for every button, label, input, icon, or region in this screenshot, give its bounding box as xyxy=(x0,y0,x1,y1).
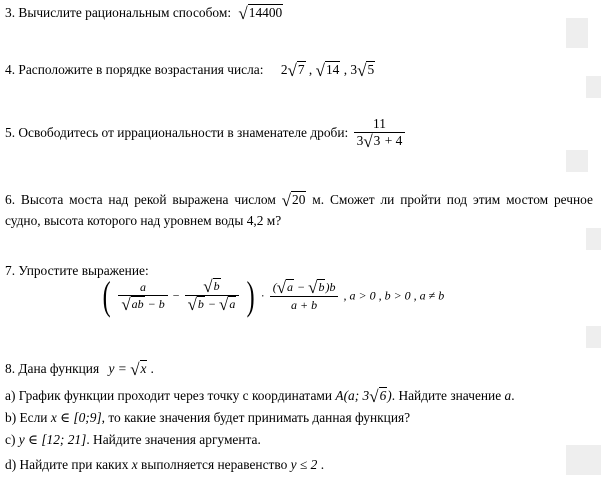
numerator: 11 xyxy=(373,116,386,131)
radicand: a xyxy=(229,297,236,311)
den-mid: − xyxy=(204,297,220,311)
task-7-title xyxy=(5,263,601,279)
sqrt-expression: √14400 xyxy=(238,4,283,23)
task-8d xyxy=(5,457,601,473)
task-6-text-end: м. Сможет ли пройти под этим мостом речное судно, высота которого над уровнем воды 4,2 м? xyxy=(5,192,593,228)
point-post: ) xyxy=(387,388,392,403)
denominator: 3√3 + 4 xyxy=(354,132,406,150)
coef: 2 xyxy=(280,62,288,77)
conditions: , a > 0 , b > 0 , a ≠ b xyxy=(343,288,445,303)
period: . xyxy=(511,388,515,403)
point-coordinates: A(a; 3√6) xyxy=(335,387,392,406)
right-paren: ) xyxy=(247,272,256,318)
task-7-text: 7. Упростите выражение: xyxy=(5,263,149,278)
period: . xyxy=(317,457,325,472)
numbers-list: 2√7 , √14 , 3√5 xyxy=(280,61,375,80)
radicand: ab xyxy=(131,296,144,311)
task-8a-end: . Найдите значение xyxy=(391,388,505,403)
margin-artifact xyxy=(586,76,601,98)
numerator: √b xyxy=(203,277,220,296)
task-8-title xyxy=(5,361,601,378)
func-dot: . xyxy=(147,361,155,376)
radicand: b xyxy=(213,279,220,293)
func-lhs: y = xyxy=(108,361,131,376)
task-3-text: 3. Вычислите рациональным способом: xyxy=(5,5,232,20)
margin-artifact xyxy=(586,326,601,348)
task-8b xyxy=(5,410,601,426)
radicand: 14 xyxy=(325,62,340,77)
numerator: a xyxy=(140,279,147,294)
task-8-text: 8. Дана функция xyxy=(5,361,100,376)
radicand: 14400 xyxy=(248,5,283,20)
margin-artifact xyxy=(566,150,588,172)
minus-sign: − xyxy=(172,288,180,303)
numerator: (√a − √b)b xyxy=(272,277,336,297)
denominator: a + b xyxy=(270,296,339,313)
variable-a: a xyxy=(504,388,512,403)
task-6-text-start: 6. Высота моста над рекой выражена числом xyxy=(5,192,282,207)
num-mid: − xyxy=(294,279,309,294)
y-interval: y ∈ [12; 21] xyxy=(18,432,87,447)
task-7-expression xyxy=(100,272,601,318)
fraction-3 xyxy=(270,279,339,313)
radicand: 20 xyxy=(292,192,306,207)
task-8c-end: . Найдите значения аргумента. xyxy=(86,432,261,447)
inequality: y ≤ 2 xyxy=(290,457,318,472)
denominator: √b − √a xyxy=(185,295,240,313)
radicand: 5 xyxy=(367,62,375,77)
task-8c-text: c) xyxy=(5,432,19,447)
separator: , xyxy=(305,62,316,77)
fraction xyxy=(354,116,406,150)
radicand: 7 xyxy=(297,62,305,77)
variable-x: x xyxy=(131,457,138,472)
radicand: 6 xyxy=(379,388,387,403)
left-paren: ( xyxy=(102,272,111,318)
fraction-1 xyxy=(118,279,167,313)
radicand: 3 xyxy=(373,133,381,148)
x-interval: x ∈ [0;9] xyxy=(50,410,102,425)
radicand: b xyxy=(197,297,204,311)
point-pre: A(a; 3 xyxy=(335,388,370,403)
task-8a-text: a) График функции проходит через точку с координатами xyxy=(5,388,336,403)
task-8b-text: b) Если xyxy=(5,410,51,425)
task-8b-end: , то какие значения будет принимать данная функция? xyxy=(101,410,411,425)
denominator: √ab − b xyxy=(118,295,167,313)
task-8d-mid: выполняется неравенство xyxy=(137,457,291,472)
multiply-dot: · xyxy=(260,288,265,303)
den-tail: − b xyxy=(144,296,165,311)
task-5-text: 5. Освободитесь от иррациональности в знаменателе дроби: xyxy=(5,125,349,140)
task-4-text: 4. Расположите в порядке возрастания числа: xyxy=(5,62,264,77)
separator: , xyxy=(340,62,351,77)
radicand: b xyxy=(318,279,325,294)
task-3 xyxy=(5,5,601,22)
coef: 3 xyxy=(350,62,358,77)
task-8d-text: d) Найдите при каких xyxy=(5,457,132,472)
function-expression: y = √x . xyxy=(108,360,155,379)
margin-artifact xyxy=(586,228,601,250)
radicand: a xyxy=(287,279,294,294)
task-8a xyxy=(5,388,601,405)
radicand: x xyxy=(140,361,147,376)
coef: 3 xyxy=(356,133,364,148)
paren-open: ( xyxy=(272,279,277,294)
task-4 xyxy=(5,62,601,79)
task-6: 6. Высота моста над рекой выражена числом √20 м. Сможет ли пройти под этим мостом речное судно, высота которого над уровнем воды 4,2 м? xyxy=(5,191,593,228)
den-tail: + 4 xyxy=(381,133,403,148)
fraction-2 xyxy=(185,278,240,313)
task-5 xyxy=(5,116,601,150)
paren-close: )b xyxy=(325,279,336,294)
task-8c xyxy=(5,432,601,448)
margin-artifact xyxy=(566,18,588,48)
